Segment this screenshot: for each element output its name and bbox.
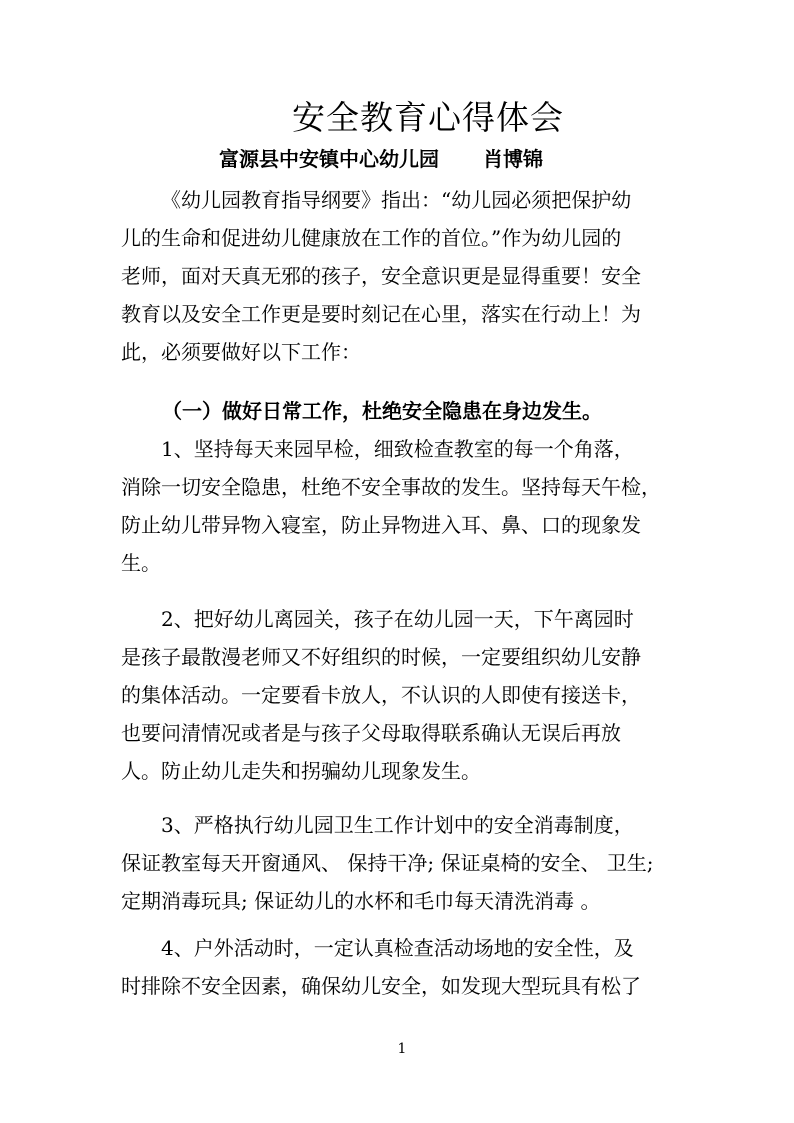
item-3-paragraph [121, 806, 681, 920]
paragraph-line: 1、坚持每天来园早检，细致检查教室的每一个角落， [161, 437, 634, 461]
paragraph-line: 定期消毒玩具; 保证幼儿的水杯和毛巾每天清洗消毒 。 [121, 889, 601, 913]
paragraph-line: 的集体活动。一定要看卡放人，不认识的人即使有接送卡， [121, 683, 641, 707]
page-number: 1 [397, 1041, 407, 1057]
paragraph-line: 生。 [121, 551, 161, 575]
paragraph-line: 老师，面对天真无邪的孩子，安全意识更是显得重要！安全 [121, 264, 641, 288]
section-heading: （一）做好日常工作，杜绝安全隐患在身边发生。 [162, 399, 602, 423]
paragraph-line: 教育以及安全工作更是要时刻记在心里，落实在行动上！为 [121, 302, 641, 326]
paragraph-line: 也要问清情况或者是与孩子父母取得联系确认无误后再放 [121, 721, 621, 745]
paragraph-line: 此，必须要做好以下工作： [121, 340, 361, 364]
paragraph-line: 防止幼儿带异物入寝室，防止异物进入耳、鼻、口的现象发 [121, 513, 641, 537]
paragraph-line: 保证教室每天开窗通风、 保持干净; 保证桌椅的安全、 卫生; [121, 851, 654, 875]
paragraph-line: 3、严格执行幼儿园卫生工作计划中的安全消毒制度， [161, 813, 634, 837]
item-4-paragraph [121, 929, 681, 1005]
byline-organization: 富源县中安镇中心幼儿园 [219, 147, 439, 171]
item-2-paragraph [121, 600, 681, 790]
paragraph-line: 人。防止幼儿走失和拐骗幼儿现象发生。 [121, 759, 481, 783]
item-1-paragraph [121, 430, 681, 582]
byline [219, 145, 543, 173]
paragraph-line: 儿的生命和促进幼儿健康放在工作的首位。”作为幼儿园的 [121, 226, 622, 250]
paragraph-line: 时排除不安全因素，确保幼儿安全，如发现大型玩具有松了 [121, 974, 641, 998]
paragraph-line: 2、把好幼儿离园关，孩子在幼儿园一天，下午离园时 [161, 607, 634, 631]
paragraph-line: 是孩子最散漫老师又不好组织的时候，一定要组织幼儿安静 [121, 645, 641, 669]
paragraph-line: 4、户外活动时，一定认真检查活动场地的安全性，及 [161, 936, 634, 960]
paragraph-line: 《幼儿园教育指导纲要》指出：“幼儿园必须把保护幼 [161, 188, 632, 212]
byline-author: 肖博锦 [483, 147, 543, 171]
document-title: 安全教育心得体会 [292, 98, 564, 137]
paragraph-line: 消除一切安全隐患，杜绝不安全事故的发生。坚持每天午检， [121, 475, 661, 499]
intro-paragraph [121, 181, 681, 371]
